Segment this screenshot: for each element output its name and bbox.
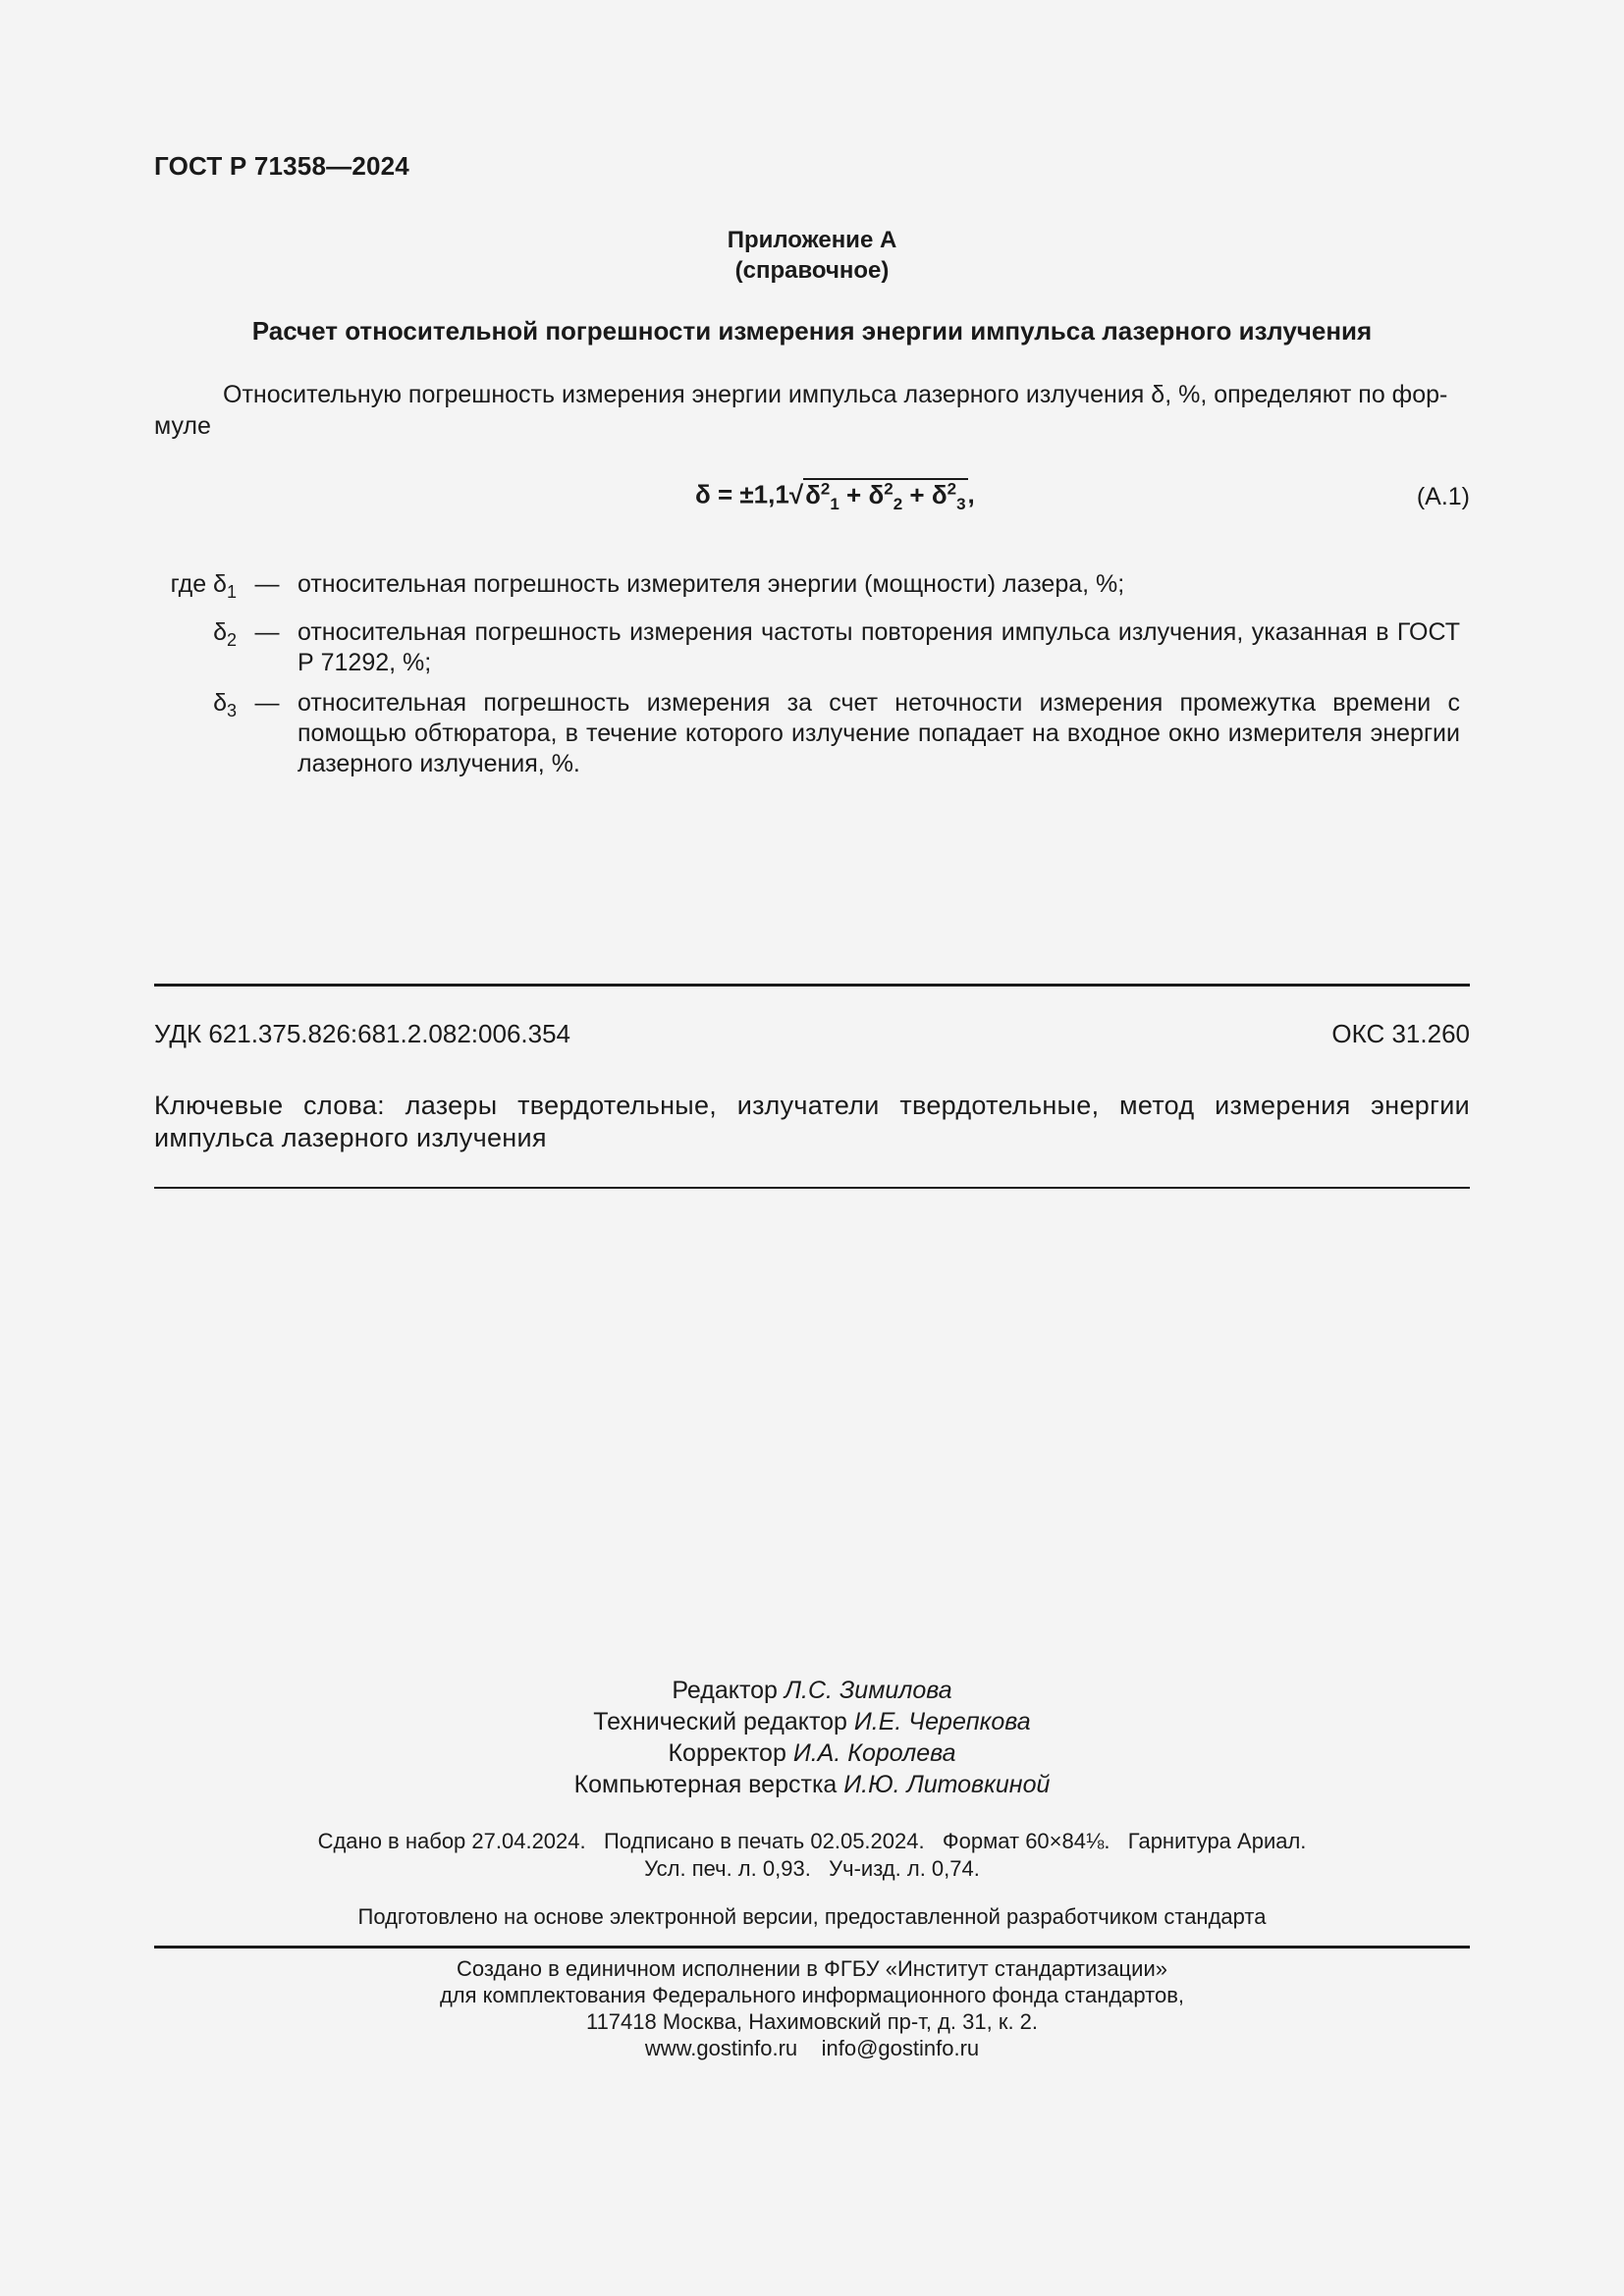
udk-code: УДК 621.375.826:681.2.082:006.354 xyxy=(154,1019,571,1048)
section-heading: Расчет относительной погрешности измерения энергии импульса лазерного излучения xyxy=(251,316,1373,346)
sqrt-sign: √ xyxy=(788,479,804,509)
intro-line-2: муле xyxy=(154,412,211,440)
formula-radicand xyxy=(803,478,967,513)
publisher-contacts: www.gostinfo.ru info@gostinfo.ru xyxy=(644,2036,980,2060)
document-code: ГОСТ Р 71358—2024 xyxy=(154,151,409,181)
appendix-type: (справочное) xyxy=(734,257,890,284)
credit-tech-editor: Технический редактор И.Е. Черепкова xyxy=(593,1708,1031,1735)
definition-row xyxy=(154,688,1460,779)
formula-term-1: δ xyxy=(805,479,821,509)
keywords: Ключевые слова: лазеры твердотельные, излучатели твердотельные, метод измерения энергии импульса лазерного излучения xyxy=(154,1091,1470,1152)
publisher-line-3: 117418 Москва, Нахимовский пр-т, д. 31, к. 2. xyxy=(585,2009,1039,2034)
publisher-line-1: Создано в единичном исполнении в ФГБУ «Институт стандартизации» xyxy=(457,1956,1167,1981)
print-info xyxy=(0,1828,1624,1883)
definition-text: относительная погрешность измерения за счет неточности измерения промежутка времени с помощью обтюратора, в течение которого излучение попадает на входное окно измерителя энергии лазерного излучения, %. xyxy=(298,689,1460,777)
credit-editor: Редактор Л.С. Зимилова xyxy=(672,1677,952,1704)
oks-code: ОКС 31.260 xyxy=(1331,1019,1470,1048)
formula-trail: , xyxy=(967,479,975,509)
divider-bottom xyxy=(154,1946,1470,1949)
intro-line-1: Относительную погрешность измерения энергии импульса лазерного излучения δ, %, определяют по фор- xyxy=(223,381,1448,408)
formula-term-3-sup: 2 xyxy=(947,479,957,498)
publisher-info xyxy=(0,1955,1624,2061)
prepared-note: Подготовлено на основе электронной версии, предоставленной разработчиком стандарта xyxy=(357,1904,1267,1929)
formula-term-3: δ xyxy=(931,479,947,509)
formula-term-1-sup: 2 xyxy=(820,479,831,498)
formula-plus: + xyxy=(902,479,932,509)
credit-corrector: Корректор И.А. Королева xyxy=(668,1739,956,1767)
formula-plus: + xyxy=(839,479,869,509)
formula-term-1-sub: 1 xyxy=(830,494,839,513)
definition-symbol: где $\delta_1$ xyxy=(170,570,237,602)
divider-top xyxy=(154,984,1470,987)
definition-symbol: $\delta_2$ xyxy=(213,618,237,650)
formula-a1 xyxy=(695,479,975,514)
formula-term-3-sub: 3 xyxy=(956,494,966,513)
definition-row xyxy=(154,569,1460,608)
definition-dash: — xyxy=(254,618,280,646)
definition-symbol: $\delta_3$ xyxy=(213,689,237,721)
print-info-line-2: Усл. печ. л. 0,93. Уч-изд. л. 0,74. xyxy=(644,1856,980,1881)
intro-paragraph xyxy=(154,379,1470,442)
definition-text: относительная погрешность измерения частоты повторения импульса излучения, указанная в ГОСТ Р 71292, %; xyxy=(298,618,1460,676)
appendix-title: Приложение А xyxy=(727,227,897,253)
divider-keywords xyxy=(154,1187,1470,1189)
equation-number: (А.1) xyxy=(1416,483,1470,510)
definitions-list xyxy=(154,569,1460,789)
formula-lhs: δ = ±1,1 xyxy=(695,479,789,509)
print-info-line-1: Сдано в набор 27.04.2024. Подписано в печать 02.05.2024. Формат 60×84⅛. Гарнитура Ариал. xyxy=(317,1829,1307,1853)
formula-term-2: δ xyxy=(868,479,885,509)
publisher-line-2: для комплектования Федерального информационного фонда стандартов, xyxy=(439,1983,1185,2007)
definition-dash: — xyxy=(254,570,280,598)
credit-layout: Компьютерная верстка И.Ю. Литовкиной xyxy=(573,1771,1051,1798)
credits-block xyxy=(0,1675,1624,1800)
definition-row xyxy=(154,617,1460,678)
formula-term-2-sup: 2 xyxy=(884,479,893,498)
formula-term-2-sub: 2 xyxy=(893,494,903,513)
definition-text: относительная погрешность измерителя энергии (мощности) лазера, %; xyxy=(298,570,1125,598)
definition-dash: — xyxy=(254,689,280,717)
